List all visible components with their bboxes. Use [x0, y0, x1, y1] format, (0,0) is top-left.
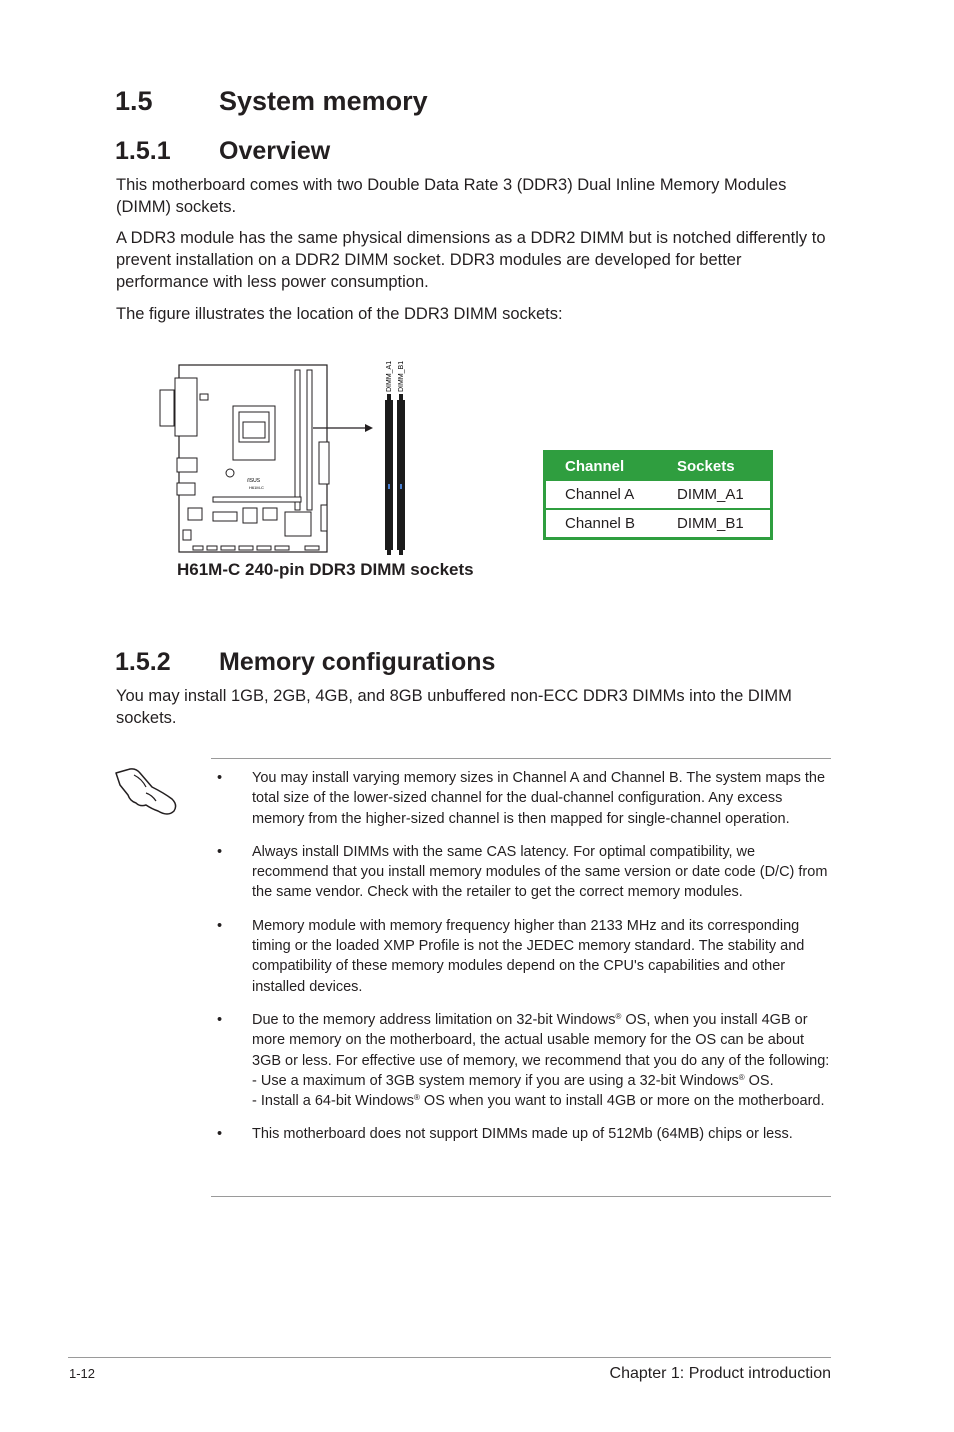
chapter-title: Chapter 1: Product introduction: [609, 1365, 831, 1382]
memory-config-title: Memory configurations: [219, 648, 496, 676]
dimm-b1-socket: [397, 400, 405, 550]
overview-number: 1.5.1: [115, 137, 171, 165]
note-text-part2: OS, when you install 4GB or more memory on the motherboard, the actual usable memory for the OS can be about 3GB or less. For effective use of memory, we recommend that you do any of the following:: [252, 1011, 830, 1069]
note-bottom-rule: [211, 1196, 831, 1197]
overview-heading: [115, 137, 330, 166]
list-item: [217, 1124, 833, 1144]
board-brand: /ISUS: [247, 478, 261, 484]
board-dimm-a1: [295, 370, 300, 510]
pcie-slot: [213, 497, 301, 502]
rear-io-ports: [175, 378, 197, 436]
note-text: Always install DIMMs with the same CAS latency. For optimal compatibility, we recommend that you install memory modules of the same version or date code (D/C) from the same vendor. Check with the retailer to get the correct memory modules.: [252, 843, 828, 901]
dimm-a1-label: DIMM_A1: [386, 360, 393, 392]
table-header-sockets: Sockets: [658, 452, 772, 481]
memory-config-intro: You may install 1GB, 2GB, 4GB, and 8GB unbuffered non-ECC DDR3 DIMMs into the DIMM sockets.: [116, 687, 792, 727]
dimm-a1-socket: [385, 400, 393, 550]
note-text-part1: Due to the memory address limitation on 32-bit Windows: [252, 1011, 616, 1028]
overview-paragraph-2: A DDR3 module has the same physical dimensions as a DDR2 DIMM but is notched differently to prevent installation on a DDR2 DIMM socket. DDR3 modules are developed for better performance with less power consumption.: [116, 229, 826, 291]
page-number: 1-12: [69, 1366, 96, 1381]
board-dimm-b1: [307, 370, 312, 510]
channel-socket-table: [543, 450, 773, 540]
hand-note-icon: [112, 765, 182, 817]
registered-mark: ®: [738, 1072, 745, 1082]
bullet: •: [217, 1126, 223, 1143]
note-subitem-text: - Use a maximum of 3GB system memory if you are using a 32-bit Windows: [252, 1072, 739, 1089]
arrow-head: [365, 424, 373, 432]
note-top-rule: [211, 758, 831, 759]
overview-paragraph-1: This motherboard comes with two Double Data Rate 3 (DDR3) Dual Inline Memory Modules (DIMM) sockets.: [116, 176, 787, 216]
note-subitem: [252, 1091, 833, 1111]
footer-rule: [68, 1357, 831, 1358]
note-text: You may install varying memory sizes in Channel A and Channel B. The system maps the total size of the lower-sized channel for the dual-channel configuration. Any excess memory from the higher-sized channel is then mapped for single-channel operation.: [252, 770, 826, 827]
note-subitem-text: OS.: [744, 1072, 774, 1089]
note-subitem-text: - Install a 64-bit Windows: [252, 1093, 414, 1110]
list-item: [217, 1010, 833, 1111]
table-cell: Channel A: [545, 480, 659, 509]
registered-mark: ®: [413, 1093, 420, 1103]
board-model: H61M-C: [249, 485, 264, 490]
overview-paragraph-3: The figure illustrates the location of the DDR3 DIMM sockets:: [116, 305, 563, 323]
bullet: •: [217, 1011, 223, 1028]
section-title: [115, 86, 428, 117]
table-row: [545, 480, 772, 509]
table-cell: DIMM_B1: [658, 509, 772, 539]
motherboard-diagram: [155, 350, 430, 555]
note-subitem-text: OS when you want to install 4GB or more on the motherboard.: [419, 1093, 825, 1110]
note-subitem: [252, 1071, 833, 1091]
overview-title: Overview: [219, 137, 331, 165]
bullet: •: [217, 770, 223, 786]
list-item: [217, 768, 833, 829]
memory-config-number: 1.5.2: [115, 648, 171, 676]
table-cell: Channel B: [545, 509, 659, 539]
bullet: •: [217, 917, 223, 934]
table-row: [545, 509, 772, 539]
table-cell: DIMM_A1: [658, 480, 772, 509]
table-header-row: [545, 452, 772, 481]
registered-mark: ®: [615, 1011, 622, 1021]
list-item: [217, 842, 833, 903]
note-text: This motherboard does not support DIMMs made up of 512Mb (64MB) chips or less.: [252, 1126, 793, 1143]
note-list: [217, 768, 833, 1158]
bullet: •: [217, 843, 223, 860]
section-number: 1.5: [115, 86, 153, 116]
memory-config-heading: [115, 648, 495, 677]
note-text: Memory module with memory frequency higher than 2133 MHz and its corresponding timing or the loaded XMP Profile is not the JEDEC memory standard. The stability and compatibility of these memory modules depend on the CPU's capabilities and other installed devices.: [252, 917, 805, 995]
dimm-b1-label: DIMM_B1: [398, 360, 405, 392]
list-item: [217, 916, 833, 997]
table-header-channel: Channel: [545, 452, 659, 481]
figure-caption: H61M-C 240-pin DDR3 DIMM sockets: [177, 560, 474, 579]
section-title-text: System memory: [219, 86, 428, 116]
